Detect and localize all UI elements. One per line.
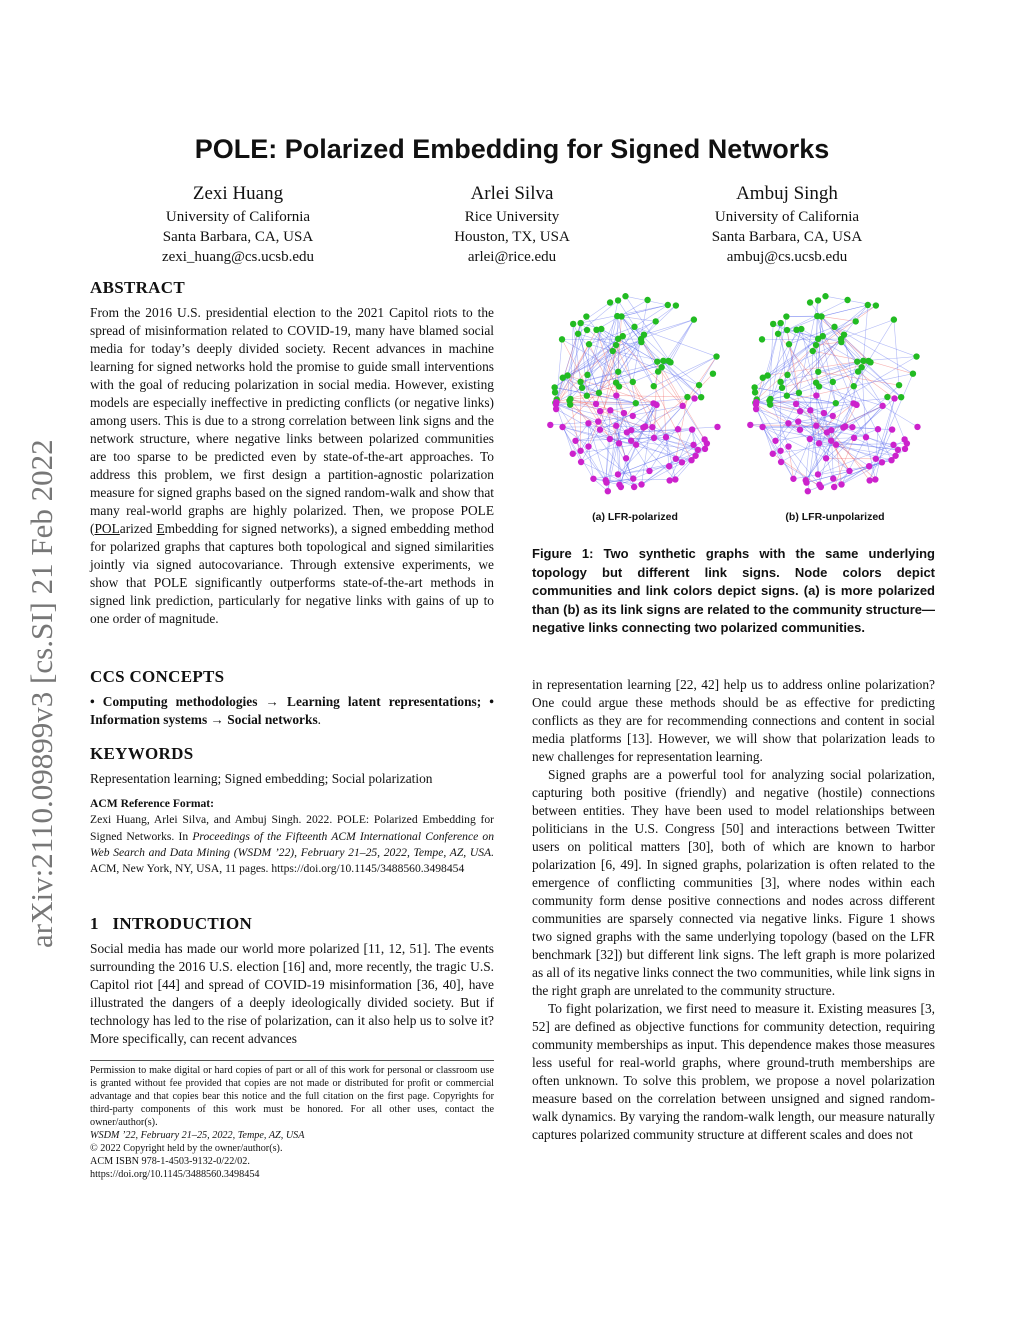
node-community-b xyxy=(666,463,672,469)
node-community-a xyxy=(896,382,902,388)
node-community-b xyxy=(816,440,822,446)
node-community-b xyxy=(616,440,622,446)
node-community-b xyxy=(624,429,630,435)
node-community-b xyxy=(673,456,679,462)
arxiv-stamp xyxy=(20,370,60,950)
node-community-a xyxy=(622,293,628,299)
node-community-b xyxy=(803,477,809,483)
positive-link xyxy=(670,443,707,480)
node-community-a xyxy=(784,393,790,399)
node-community-a xyxy=(786,341,792,347)
node-community-a xyxy=(660,358,666,364)
node-community-a xyxy=(615,369,621,375)
positive-link xyxy=(793,439,809,479)
node-community-a xyxy=(684,394,690,400)
abstract-text: mbedding for signed networks), a signed embedding method for polarized graphs that captures both topological and signed similarities jointly via signed autocovariance. Through extensive experiments, we show that POLE significantly outperforms state-of-the-art methods in signed link prediction, particularly for negative links with gains of up to one order of magnitude. xyxy=(90,521,494,626)
ccs-text: Social networks xyxy=(227,712,318,727)
node-community-b xyxy=(547,422,553,428)
node-community-b xyxy=(570,451,576,457)
node-community-b xyxy=(795,418,801,424)
positive-link xyxy=(836,357,917,404)
node-community-a xyxy=(610,348,616,354)
node-community-a xyxy=(659,364,665,370)
node-community-b xyxy=(628,438,634,444)
abstract-acronym: POL xyxy=(94,521,120,536)
node-community-b xyxy=(695,447,701,453)
figure-caption: Figure 1: Two synthetic graphs with the same underlying topology but different link signs. Node colors depict communities and link colors depict signs. (a) is more polarized than (b) as its link signs are related to the community structure—negative links connecting two polarized communities. xyxy=(532,546,935,635)
node-community-b xyxy=(572,438,578,444)
node-community-b xyxy=(613,423,619,429)
node-community-b xyxy=(618,484,624,490)
ccs-text: . xyxy=(317,712,322,727)
node-community-b xyxy=(818,484,824,490)
keywords-section xyxy=(90,744,494,788)
intro-paragraph: Signed graphs are a powerful tool for analyzing social polarization, capturing both positive (friendly) and negative (hostile) connections between entities. They have been used to model relationships between politicians in the U.S. Congress [50] and interactions between Twitter users on political matters [30], both of which are known to harbor polarization [6, 49]. In signed graphs, polarization is often related to the emergence of conflicting communities [3], where nodes within each community form dense positive connections and nodes across different communities are sparsely connected via negative links. Figure 1 shows two signed graphs with the same underlying topology (based on the LFR benchmark [32]) but different link signs. The left graph is more polarized as all of its negative links connect the two communities, while link signs in the right graph are unrelated to the community structure. xyxy=(532,767,935,998)
node-community-a xyxy=(766,397,772,403)
node-community-b xyxy=(793,401,799,407)
node-community-a xyxy=(784,327,790,333)
footnote-copyright: © 2022 Copyright held by the owner/author(s). xyxy=(90,1143,283,1154)
node-community-b xyxy=(901,436,907,442)
footnote-divider xyxy=(90,1060,494,1061)
node-community-a xyxy=(830,379,836,385)
node-community-b xyxy=(691,395,697,401)
node-community-a xyxy=(654,358,660,364)
node-community-b xyxy=(772,438,778,444)
node-community-a xyxy=(760,375,766,381)
node-community-b xyxy=(621,410,627,416)
node-community-b xyxy=(759,424,765,430)
node-community-b xyxy=(630,475,636,481)
abstract-body xyxy=(90,304,494,628)
node-community-b xyxy=(902,446,908,452)
author-email: zexi_huang@cs.ucsb.edu xyxy=(161,249,315,265)
node-community-b xyxy=(830,475,836,481)
node-community-b xyxy=(790,476,796,482)
node-community-a xyxy=(777,320,783,326)
node-community-a xyxy=(644,297,650,303)
node-community-a xyxy=(584,393,590,399)
node-community-a xyxy=(884,394,890,400)
intro-heading: 1 INTRODUCTION xyxy=(90,914,253,933)
node-community-a xyxy=(593,327,599,333)
node-community-a xyxy=(813,342,819,348)
node-community-b xyxy=(831,484,837,490)
node-community-b xyxy=(842,423,848,429)
node-community-a xyxy=(570,321,576,327)
node-community-a xyxy=(579,385,585,391)
node-community-b xyxy=(890,442,896,448)
intro-section-left xyxy=(90,914,494,1048)
node-community-a xyxy=(577,320,583,326)
positive-link xyxy=(769,324,773,401)
footnote-isbn: ACM ISBN 978-1-4503-9132-0/22/02. xyxy=(90,1156,250,1167)
author-email: ambuj@cs.ucsb.edu xyxy=(726,249,848,265)
node-community-b xyxy=(753,399,759,405)
acm-ref-heading: ACM Reference Format: xyxy=(90,797,215,810)
negative-link xyxy=(683,374,713,406)
node-community-a xyxy=(713,353,719,359)
node-community-b xyxy=(891,395,897,401)
node-community-b xyxy=(813,423,819,429)
node-community-b xyxy=(688,457,694,463)
node-community-b xyxy=(813,392,819,398)
subcaption-b: (b) LFR-unpolarized xyxy=(785,511,885,523)
node-community-b xyxy=(785,443,791,449)
positive-link xyxy=(763,426,846,427)
node-community-b xyxy=(577,448,583,454)
node-community-a xyxy=(784,372,790,378)
node-community-b xyxy=(578,459,584,465)
node-community-b xyxy=(649,424,655,430)
permission-notice: Permission to make digital or hard copies of part or all of this work for personal or classroom use is granted without fee provided that copies are not made or distributed for profit or commercial advantage and that copies bear this notice and the full citation on the first page. Copyrights for third-party components of this work must be honored. For all other uses, contact the owner/author(s). xyxy=(90,1065,494,1128)
node-community-a xyxy=(613,342,619,348)
positive-link xyxy=(622,316,656,321)
negative-link xyxy=(869,361,913,374)
author-block-3 xyxy=(637,181,937,267)
arxiv-id: arXiv:2110.09899v3 [cs.SI] 21 Feb 2022 xyxy=(24,439,59,948)
intro-text-left: Social media has made our world more polarized [11, 12, 51]. The events surrounding the 2016 U.S. election [16] and, more recently, the tragic U.S. Capitol riot [44] and spread of COVID-19 misinformation [36, 40], have illustrated the dangers of a deeply ideologically divided society. But if technology has led to the rise of polarization, can it also help us to solve it? More specifically, can recent advances xyxy=(90,941,494,1046)
author-email: arlei@rice.edu xyxy=(467,249,557,265)
node-community-a xyxy=(783,313,789,319)
node-community-b xyxy=(679,403,685,409)
node-community-b xyxy=(633,442,639,448)
author-location: Houston, TX, USA xyxy=(454,229,570,245)
acm-ref-text: ACM, New York, NY, USA, 11 pages. https://doi.org/10.1145/3488560.3498454 xyxy=(90,862,465,876)
node-community-b xyxy=(605,488,611,494)
node-community-a xyxy=(586,341,592,347)
node-community-b xyxy=(653,402,659,408)
node-community-b xyxy=(873,456,879,462)
node-community-b xyxy=(607,436,613,442)
node-community-b xyxy=(585,443,591,449)
node-community-a xyxy=(770,321,776,327)
node-community-a xyxy=(838,339,844,345)
node-community-a xyxy=(779,385,785,391)
node-community-a xyxy=(873,302,879,308)
intro-paragraph: in representation learning [22, 42] help us to address online polarization? One could argue these methods should be as effective for predicting conflicts as they are for recommending connections and content in social media platforms [13]. However, we will show that polarization leads to new challenges for representation learning. xyxy=(532,677,935,764)
node-community-b xyxy=(770,451,776,457)
node-community-b xyxy=(593,401,599,407)
positive-link xyxy=(863,305,867,361)
node-community-a xyxy=(620,333,626,339)
node-community-a xyxy=(793,327,799,333)
node-community-a xyxy=(566,397,572,403)
node-community-a xyxy=(851,383,857,389)
node-community-b xyxy=(866,477,872,483)
positive-link xyxy=(636,397,701,403)
abstract-text: arized xyxy=(119,521,157,536)
node-community-a xyxy=(820,333,826,339)
paper-title: POLE: Polarized Embedding for Signed Networks xyxy=(194,134,830,164)
node-community-a xyxy=(560,375,566,381)
negative-link xyxy=(773,454,821,487)
footnote-venue: WSDM ’22, February 21–25, 2022, Tempe, AZ, USA xyxy=(90,1130,305,1141)
node-community-b xyxy=(553,399,559,405)
node-community-b xyxy=(863,434,869,440)
positive-link xyxy=(755,339,818,393)
positive-link xyxy=(634,327,716,357)
node-community-a xyxy=(796,390,802,396)
positive-link xyxy=(606,479,676,480)
node-community-a xyxy=(618,313,624,319)
positive-link xyxy=(810,406,883,439)
node-community-a xyxy=(891,316,897,322)
node-community-a xyxy=(616,383,622,389)
node-community-a xyxy=(833,400,839,406)
node-community-b xyxy=(824,429,830,435)
node-community-b xyxy=(714,424,720,430)
node-community-b xyxy=(630,413,636,419)
node-community-b xyxy=(642,423,648,429)
positive-link xyxy=(641,320,694,339)
author-name: Arlei Silva xyxy=(470,183,554,204)
node-community-a xyxy=(831,324,837,330)
node-community-a xyxy=(860,358,866,364)
figure-1 xyxy=(535,288,935,528)
node-community-b xyxy=(866,463,872,469)
node-community-a xyxy=(913,353,919,359)
node-community-b xyxy=(623,455,629,461)
node-community-a xyxy=(816,383,822,389)
node-community-a xyxy=(596,390,602,396)
node-community-b xyxy=(879,459,885,465)
node-community-b xyxy=(853,402,859,408)
node-community-b xyxy=(607,407,613,413)
node-community-b xyxy=(778,459,784,465)
negative-link xyxy=(822,316,856,321)
node-community-b xyxy=(590,476,596,482)
node-community-a xyxy=(807,299,813,305)
node-community-a xyxy=(853,318,859,324)
node-community-b xyxy=(846,468,852,474)
node-community-a xyxy=(710,370,716,376)
node-community-a xyxy=(815,297,821,303)
acm-ref-venue: Proceedings of the Fifteenth ACM International Conference on Web Search and Data Mining (WSDM ’22), February 21–25, 2022, Tempe, AZ, USA. xyxy=(90,829,494,859)
node-community-b xyxy=(830,413,836,419)
node-community-b xyxy=(690,442,696,448)
node-community-b xyxy=(797,427,803,433)
author-affiliation: Rice University xyxy=(464,209,560,225)
node-community-b xyxy=(603,477,609,483)
node-community-a xyxy=(607,299,613,305)
intro-paragraph: To fight polarization, we first need to measure it. Existing measures [3, 52] are defined as objective functions for community detection, requiring community memberships as input. This dependence makes those measures less useful for real-world graphs, where ground-truth memberships are often unknown. To solve this problem, we propose a novel polarization measure based on the correlation between unsigned and signed random-walk dynamics. By varying the random-walk length, our measure naturally captures polarized community structure at different scales and does not xyxy=(532,1001,935,1142)
node-community-b xyxy=(777,448,783,454)
node-community-b xyxy=(828,438,834,444)
node-community-b xyxy=(851,435,857,441)
node-community-b xyxy=(597,408,603,414)
abstract-acronym: E xyxy=(156,521,165,536)
node-community-a xyxy=(751,384,757,390)
node-community-a xyxy=(859,364,865,370)
node-community-a xyxy=(633,400,639,406)
node-community-b xyxy=(879,403,885,409)
node-community-b xyxy=(815,471,821,477)
node-community-b xyxy=(747,422,753,428)
author-block-2 xyxy=(362,181,662,267)
node-community-a xyxy=(584,327,590,333)
graph-lfr-unpolarized xyxy=(735,288,935,503)
ccs-arrow: → xyxy=(257,694,288,709)
node-community-b xyxy=(797,408,803,414)
node-community-b xyxy=(807,436,813,442)
positive-link xyxy=(836,397,901,403)
node-community-b xyxy=(585,420,591,426)
node-community-a xyxy=(854,358,860,364)
node-community-b xyxy=(646,468,652,474)
node-community-b xyxy=(888,457,894,463)
node-community-a xyxy=(559,336,565,342)
node-community-a xyxy=(696,382,702,388)
node-community-a xyxy=(777,379,783,385)
node-community-b xyxy=(638,481,644,487)
node-community-b xyxy=(651,435,657,441)
node-community-b xyxy=(785,420,791,426)
abstract-heading: ABSTRACT xyxy=(90,278,185,297)
node-community-a xyxy=(818,313,824,319)
node-community-a xyxy=(551,384,557,390)
node-community-a xyxy=(665,302,671,308)
author-location: Santa Barbara, CA, USA xyxy=(711,229,863,245)
keywords-body: Representation learning; Signed embedding; Social polarization xyxy=(90,771,433,786)
node-community-a xyxy=(651,383,657,389)
node-community-a xyxy=(822,293,828,299)
node-community-a xyxy=(759,336,765,342)
node-community-a xyxy=(673,302,679,308)
footnote-doi: https://doi.org/10.1145/3488560.3498454 xyxy=(90,1169,260,1180)
node-community-b xyxy=(807,407,813,413)
node-community-a xyxy=(865,302,871,308)
node-community-a xyxy=(775,331,781,337)
abstract-section xyxy=(90,278,494,628)
node-community-b xyxy=(895,447,901,453)
ccs-text: ; • Information systems xyxy=(90,694,494,727)
node-community-a xyxy=(653,318,659,324)
node-community-b xyxy=(613,392,619,398)
node-community-a xyxy=(638,339,644,345)
intro-section-right xyxy=(532,676,935,1144)
positive-link xyxy=(883,406,918,427)
node-community-a xyxy=(630,379,636,385)
node-community-b xyxy=(805,488,811,494)
node-community-b xyxy=(559,424,565,430)
ccs-text: • Computing methodologies xyxy=(90,694,258,709)
positive-link xyxy=(841,320,894,339)
ccs-section xyxy=(90,667,494,729)
acm-reference xyxy=(90,796,494,877)
node-community-b xyxy=(821,410,827,416)
footnote xyxy=(90,1064,494,1181)
node-community-b xyxy=(689,426,695,432)
node-community-a xyxy=(844,297,850,303)
node-community-b xyxy=(701,436,707,442)
node-community-a xyxy=(698,394,704,400)
node-community-b xyxy=(615,471,621,477)
node-community-b xyxy=(597,427,603,433)
ccs-arrow: → xyxy=(207,712,228,727)
node-community-a xyxy=(898,394,904,400)
keywords-heading: KEYWORDS xyxy=(90,744,194,763)
acm-ref-text: Zexi Huang, Arlei Silva, and Ambuj Singh. 2022. POLE: Polarized Embedding for Signed Networks. In xyxy=(90,813,494,843)
positive-link xyxy=(636,357,717,404)
node-community-b xyxy=(672,476,678,482)
author-block-1 xyxy=(88,181,388,267)
node-community-b xyxy=(553,406,559,412)
author-affiliation: University of California xyxy=(165,209,311,225)
node-community-a xyxy=(575,331,581,337)
node-community-b xyxy=(679,459,685,465)
node-community-a xyxy=(691,316,697,322)
node-community-b xyxy=(675,426,681,432)
graph-lfr-polarized xyxy=(535,288,735,503)
node-community-b xyxy=(875,426,881,432)
node-community-b xyxy=(889,426,895,432)
node-community-b xyxy=(666,477,672,483)
author-name: Zexi Huang xyxy=(192,183,284,204)
subcaption-a: (a) LFR-polarized xyxy=(592,511,678,523)
abstract-text: From the 2016 U.S. presidential election to the 2021 Capitol riots to the spread of misinformation related to COVID-19, many have blamed social media for today’s deeply divided society. Recent advances in machine learning for signed networks hold the promise to guide small interventions with the goal of reducing polarization in social media. However, existing models are especially ineffective in predicting conflicts (or negative links) among users. This is due to a strong correlation between link signs and the network structure, where negative links between polarized communities are too sparse to be predicted even by state-of-the-art approaches. To address this problem, we first design a partition-agnostic polarization measure for signed graphs based on the signed random-walk and show that many real-world graphs are highly polarized. Then, we propose POLE ( xyxy=(90,305,494,536)
positive-link xyxy=(776,432,827,440)
node-community-b xyxy=(595,418,601,424)
node-community-b xyxy=(702,446,708,452)
node-community-b xyxy=(753,406,759,412)
ccs-heading: CCS CONCEPTS xyxy=(90,667,225,686)
node-community-b xyxy=(838,481,844,487)
positive-link xyxy=(894,320,899,386)
node-community-a xyxy=(910,370,916,376)
author-location: Santa Barbara, CA, USA xyxy=(162,229,314,245)
node-community-b xyxy=(872,476,878,482)
node-community-b xyxy=(849,424,855,430)
node-community-a xyxy=(615,297,621,303)
positive-link xyxy=(810,351,812,410)
ccs-text: Learning latent representations xyxy=(287,694,477,709)
author-affiliation: University of California xyxy=(714,209,860,225)
node-community-b xyxy=(833,442,839,448)
ccs-body xyxy=(90,693,494,729)
node-community-a xyxy=(584,372,590,378)
node-community-b xyxy=(823,455,829,461)
node-community-a xyxy=(577,379,583,385)
node-community-a xyxy=(815,369,821,375)
node-community-b xyxy=(631,484,637,490)
node-community-a xyxy=(631,324,637,330)
author-name: Ambuj Singh xyxy=(736,183,838,204)
node-community-b xyxy=(663,434,669,440)
node-community-b xyxy=(914,424,920,430)
node-community-a xyxy=(810,348,816,354)
node-community-a xyxy=(583,313,589,319)
